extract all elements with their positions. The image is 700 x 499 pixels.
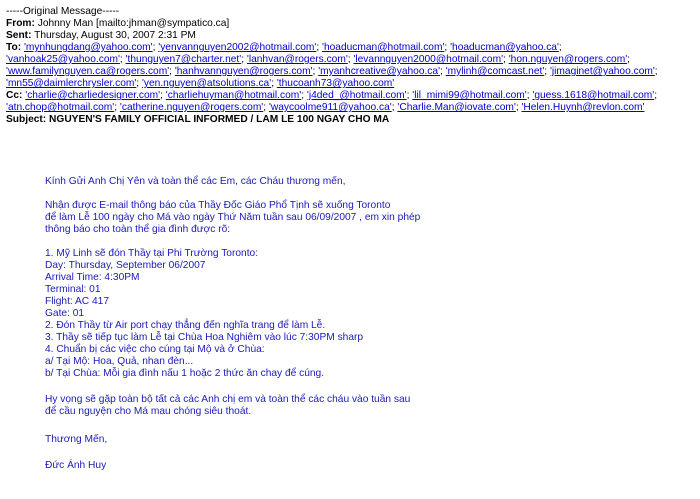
list-line: 3. Thầy sẽ tiếp tục làm Lễ tại Chùa Hoa Nghiêm vào lúc 7:30PM sharp (45, 332, 364, 343)
to-email-link[interactable]: 'hanhvannguyen@rogers.com' (174, 66, 313, 77)
body-line: để làm Lễ 100 ngày cho Má vào ngày Thứ Năm tuần sau 06/09/2007 , em xin phép (45, 212, 421, 223)
to-email-link[interactable]: 'yen.nguyen@atsolutions.ca' (141, 78, 272, 89)
cc-email-link[interactable]: 'guess.1618@hotmail.com' (532, 90, 655, 101)
list-line: Arrival Time: 4:30PM (45, 272, 140, 283)
cc-recipients (6, 90, 696, 114)
to-row: 'vanhoak25@yahoo.com'; 'thunguyen7@charter.net'; 'lanhvan@rogers.com'; 'levannguyen2000@hotmail.com'; 'hon.nguyen@rogers.com'; (6, 54, 630, 65)
to-email-link[interactable]: 'hon.nguyen@rogers.com' (508, 54, 628, 65)
to-email-link[interactable]: 'lanhvan@rogers.com' (246, 54, 348, 65)
to-recipients (6, 42, 696, 90)
list-line: Terminal: 01 (45, 284, 101, 295)
to-email-link[interactable]: 'mn55@daimlerchrysler.com' (6, 78, 137, 89)
cc-row: 'atn.chop@hotmail.com'; 'catherine.nguyen@rogers.com'; 'waycoolme911@yahoo.ca'; 'Charlie.Man@iovate.com'; 'Helen.Huynh@revlon.com' (6, 102, 645, 113)
body-line: Hy vọng sẽ gặp toàn bộ tất cả các Anh chị em và toàn thể các cháu vào tuần sau (45, 394, 411, 405)
to-email-link[interactable]: 'thucoanh73@yahoo.com' (276, 78, 395, 89)
list-line: Flight: AC 417 (45, 296, 109, 307)
list-line: 2. Đón Thầy từ Air port chạy thẳng đến nghĩa trang để làm Lễ. (45, 320, 326, 331)
cc-email-link[interactable]: 'j4ded_@hotmail.com' (306, 90, 407, 101)
to-email-link[interactable]: 'vanhoak25@yahoo.com' (6, 54, 120, 65)
cc-email-link[interactable]: 'charliehuyman@hotmail.com' (165, 90, 302, 101)
email-header (6, 6, 696, 126)
to-row: 'www.familynguyen.ca@rogers.com'; 'hanhvannguyen@rogers.com'; 'myanhcreative@yahoo.ca'; 'mylinh@comcast.net'; 'jimaginet@yahoo.com'; (6, 66, 658, 77)
list-line: b/ Tại Chùa: Mỗi gia đình nấu 1 hoặc 2 thức ăn chay để cúng. (45, 368, 325, 379)
subject-row (6, 114, 696, 126)
cc-email-link[interactable]: 'catherine.nguyen@rogers.com' (119, 102, 264, 113)
cc-email-link[interactable]: 'lil_mimi99@hotmail.com' (412, 90, 527, 101)
body-line: để cầu nguyện cho Má mau chóng siêu thoát. (45, 406, 252, 417)
cc-email-link[interactable]: 'charlie@charliedesigner.com' (25, 90, 161, 101)
to-email-link[interactable]: 'myanhcreative@yahoo.ca' (318, 66, 441, 77)
original-message-line: -----Original Message----- (6, 6, 120, 17)
to-email-link[interactable]: 'mylinh@comcast.net' (445, 66, 545, 77)
to-label: To: (6, 42, 22, 53)
body-line: Nhận được E-mail thông báo của Thầy Đốc Giáo Phổ Tịnh sẽ xuống Toronto (45, 200, 391, 211)
from-value: Johnny Man [mailto:jhman@sympatico.ca] (37, 18, 230, 29)
list-line: a/ Tại Mộ: Hoa, Quả, nhan đèn... (45, 356, 194, 367)
to-email-link[interactable]: 'jimaginet@yahoo.com' (549, 66, 655, 77)
to-email-link[interactable]: 'hoaducman@hotmail.com' (322, 42, 445, 53)
sent-value: Thursday, August 30, 2007 2:31 PM (34, 30, 196, 41)
from-label: From: (6, 18, 35, 29)
subject-label: Subject: (6, 114, 47, 125)
sent-row (6, 30, 696, 42)
list-line: Day: Thursday, September 06/2007 (45, 260, 206, 271)
greeting: Kính Gửi Anh Chị Yên và toàn thể các Em, các Cháu thương mến, (45, 176, 346, 187)
cc-row: Cc: 'charlie@charliedesigner.com'; 'charliehuyman@hotmail.com'; 'j4ded_@hotmail.com'; 'lil_mimi99@hotmail.com'; 'guess.1618@hotmail.com'; (6, 90, 658, 101)
to-email-link[interactable]: 'yenvannguyen2002@hotmail.com' (158, 42, 317, 53)
signature: Đức Ánh Huy (45, 460, 107, 471)
closing: Thương Mến, (45, 434, 108, 445)
to-email-link[interactable]: 'www.familynguyen.ca@rogers.com' (6, 66, 170, 77)
cc-email-link[interactable]: 'Charlie.Man@iovate.com' (397, 102, 516, 113)
body-line: thông báo cho toàn thể gia đình được rõ: (45, 224, 231, 235)
from-row (6, 18, 696, 30)
cc-email-link[interactable]: 'waycoolme911@yahoo.ca' (268, 102, 392, 113)
subject-value: NGUYEN'S FAMILY OFFICIAL INFORMED / LAM LE 100 NGAY CHO MA (49, 114, 390, 125)
to-row: 'mn55@daimlerchrysler.com'; 'yen.nguyen@atsolutions.ca'; 'thucoanh73@yahoo.com' (6, 78, 395, 89)
cc-email-link[interactable]: 'Helen.Huynh@revlon.com' (521, 102, 645, 113)
to-email-link[interactable]: 'mynhungdang@yahoo.com' (23, 42, 153, 53)
to-email-link[interactable]: 'hoaducman@yahoo.ca' (450, 42, 559, 53)
to-email-link[interactable]: 'thunguyen7@charter.net' (125, 54, 242, 65)
cc-email-link[interactable]: 'atn.chop@hotmail.com' (6, 102, 115, 113)
list-line: Gate: 01 (45, 308, 85, 319)
sent-label: Sent: (6, 30, 32, 41)
to-row: To: 'mynhungdang@yahoo.com'; 'yenvannguyen2002@hotmail.com'; 'hoaducman@hotmail.com'; 'hoaducman@yahoo.ca'; (6, 42, 562, 53)
to-email-link[interactable]: 'levannguyen2000@hotmail.com' (353, 54, 504, 65)
list-line: 1. Mỹ Linh sẽ đón Thầy tại Phi Trường Toronto: (45, 248, 259, 259)
list-line: 4. Chuẩn bị các việc cho cúng tại Mộ và ở Chùa: (45, 344, 265, 355)
cc-label: Cc: (6, 90, 23, 101)
